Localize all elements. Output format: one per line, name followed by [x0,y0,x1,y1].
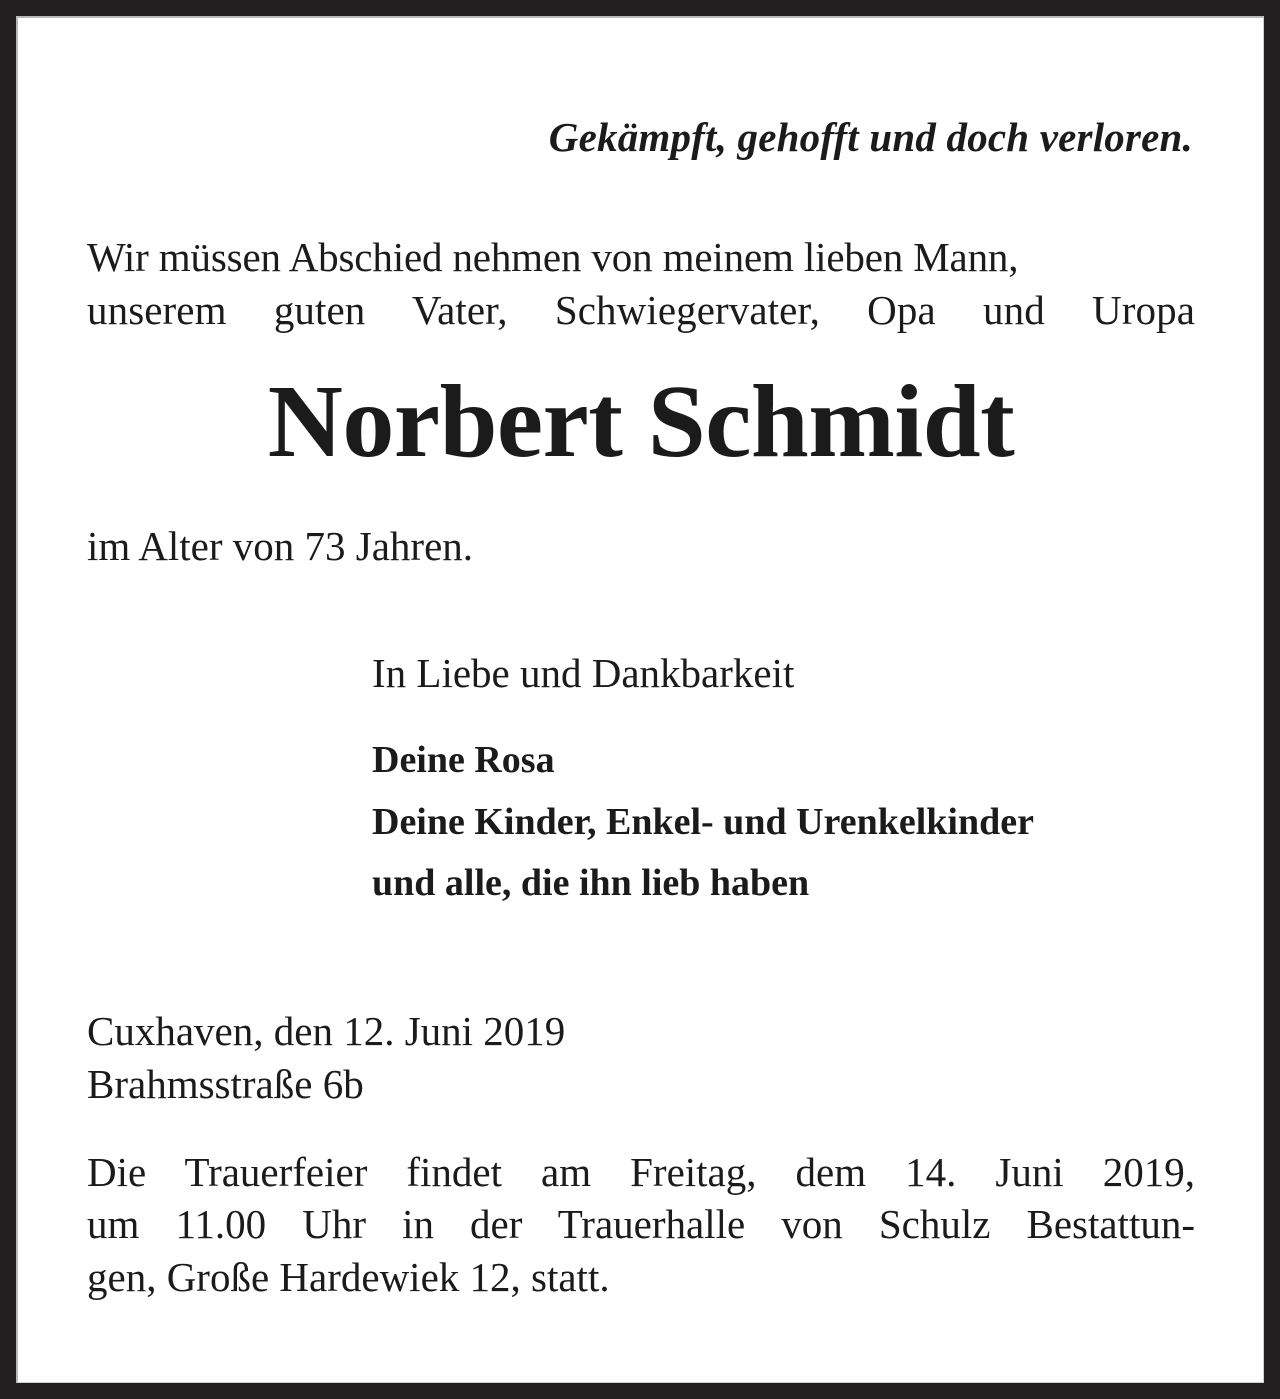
tribute-lead-text: In Liebe und Dankbarkeit [372,650,795,697]
tribute-block [372,649,1195,915]
city-and-date: Cuxhaven, den 12. Juni 2019 [87,1008,566,1054]
age-statement: im Alter von 73 Jahren. [87,522,474,569]
obituary-motto: Gekämpft, gehofft und doch verloren. [548,114,1193,160]
street-address: Brahmsstraße 6b [87,1061,364,1108]
ceremony-line-3: gen, Große Hardewiek 12, statt. [87,1253,610,1300]
obituary-content [87,18,1195,1382]
tribute-family-line: Deine Rosa [372,739,555,782]
intro-line-1: Wir müssen Abschied nehmen von meinem lieben Mann, [87,234,1019,281]
tribute-family-list [372,730,1195,915]
tribute-family-line: und alle, die ihn lieb haben [372,862,810,905]
obituary-notice-card [16,16,1264,1383]
ceremony-line-2: um 11.00 Uhr in der Trauerhalle von Schulz Bestattun- [87,1201,1195,1248]
obituary-intro-paragraph [87,231,1195,336]
deceased-name: Norbert Schmidt [267,363,1015,479]
tribute-family-line: Deine Kinder, Enkel- und Urenkelkinder [372,800,1034,843]
ceremony-line-1: Die Trauerfeier findet am Freitag, dem 14. Juni 2019, [87,1148,1195,1195]
place-and-date-block [87,1005,1195,1112]
intro-line-2: unserem guten Vater, Schwiegervater, Opa und Uropa [87,286,1195,333]
funeral-ceremony-details [87,1146,1195,1303]
